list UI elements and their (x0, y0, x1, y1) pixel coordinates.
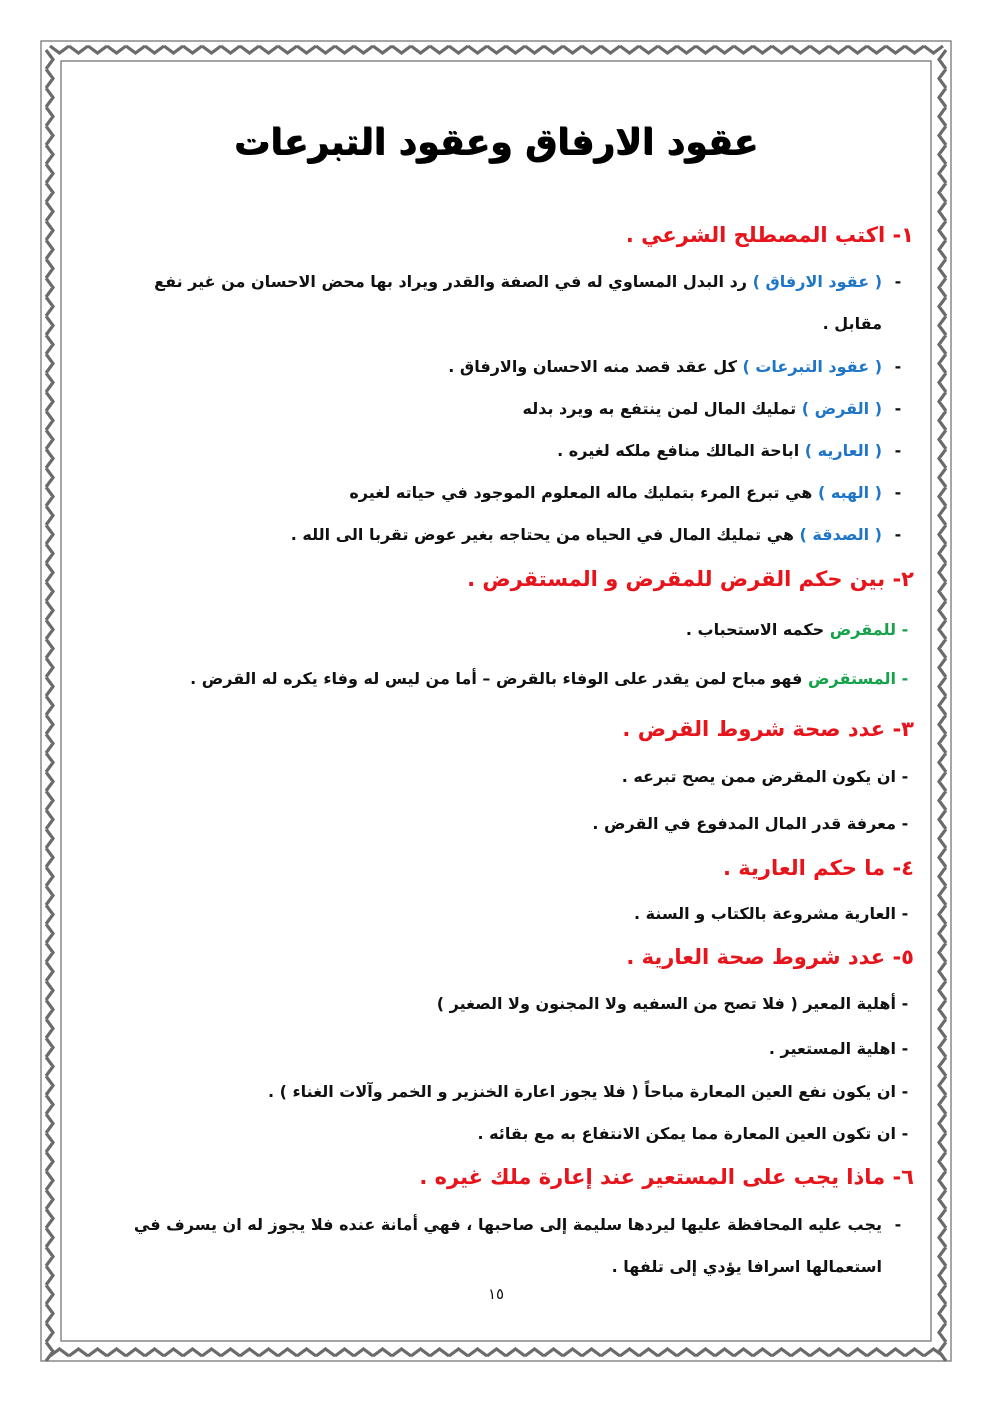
list-item: -ان يكون نفع العين المعارة مباحاً ( فلا يجوز اعارة الخنزير و الخمر وآلات الغناء ) . (267, 1082, 909, 1101)
section4-heading: ٤- ما حكم العارية . (723, 856, 914, 880)
list-item-continuation: مقابل . (822, 314, 882, 333)
term: ( الهبه ) (817, 483, 882, 502)
section2-heading: ٢- بين حكم القرض للمقرض و المستقرض . (467, 567, 914, 591)
page-title: عقود الارفاق وعقود التبرعات (233, 122, 759, 163)
item-text: أهلية المعير ( فلا تصح من السفيه ولا المجنون ولا الصغير ) (436, 994, 896, 1013)
item-text: العارية مشروعة بالكتاب و السنة . (634, 904, 896, 923)
list-item: -أهلية المعير ( فلا تصح من السفيه ولا المجنون ولا الصغير ) (436, 994, 909, 1013)
list-item: -يجب عليه المحافظة عليها ليردها سليمة إلى صاحبها ، فهي أمانة عنده فلا يجوز له ان يسرف في (133, 1215, 902, 1234)
term: المستقرض (807, 669, 896, 688)
list-item: -معرفة قدر المال المدفوع في القرض . (592, 814, 909, 833)
definition: تمليك المال لمن ينتفع به ويرد بدله (522, 399, 797, 418)
item-text: يجب عليه المحافظة عليها ليردها سليمة إلى صاحبها ، فهي أمانة عنده فلا يجوز له ان يسرف في (133, 1215, 882, 1234)
item-text: ان يكون المقرض ممن يصح تبرعه . (621, 767, 896, 786)
section3-heading: ٣- عدد صحة شروط القرض . (622, 717, 914, 741)
definition: اباحة المالك منافع ملكه لغيره . (557, 441, 800, 460)
section5-heading: ٥- عدد شروط صحة العارية . (626, 945, 914, 969)
definition: هي تمليك المال في الحياه من يحتاجه بغير عوض تقربا الى الله . (290, 525, 794, 544)
item-text: اهلية المستعير . (768, 1039, 896, 1058)
list-item: -العارية مشروعة بالكتاب و السنة . (634, 904, 909, 923)
list-item: -اهلية المستعير . (768, 1039, 909, 1058)
term: ( عقود الارفاق ) (752, 272, 882, 291)
definition: فهو مباح لمن يقدر على الوفاء بالقرض – أما من ليس له وفاء يكره له القرض . (190, 669, 803, 688)
list-item: -( عقود الارفاق ) رد البدل المساوي له في الصفة والقدر ويراد بها محض الاحسان من غير نفع (154, 272, 902, 291)
list-item: -( الصدقة ) هي تمليك المال في الحياه من يحتاجه بغير عوض تقربا الى الله . (290, 525, 902, 544)
definition: كل عقد قصد منه الاحسان والارفاق . (448, 357, 737, 376)
list-item: -( القرض ) تمليك المال لمن ينتفع به ويرد بدله (522, 399, 902, 418)
list-item: -المستقرض فهو مباح لمن يقدر على الوفاء بالقرض – أما من ليس له وفاء يكره له القرض . (190, 669, 909, 688)
term: ( عقود التبرعات ) (742, 357, 882, 376)
item-text: معرفة قدر المال المدفوع في القرض . (592, 814, 896, 833)
item-text: ان تكون العين المعارة مما يمكن الانتفاع به مع بقائه . (477, 1124, 896, 1143)
term: للمقرض (829, 620, 896, 639)
list-item-continuation: استعمالها اسرافا يؤدي إلى تلفها . (611, 1257, 882, 1276)
list-item: -للمقرض حكمه الاستحباب . (685, 620, 909, 639)
page-number: ١٥ (487, 1285, 505, 1303)
list-item: -( عقود التبرعات ) كل عقد قصد منه الاحسان والارفاق . (448, 357, 902, 376)
definition: هي تبرع المرء بتمليك ماله المعلوم الموجود في حياته لغيره (349, 483, 813, 502)
section6-heading: ٦- ماذا يجب على المستعير عند إعارة ملك غيره . (419, 1165, 914, 1189)
list-item: -( الهبه ) هي تبرع المرء بتمليك ماله المعلوم الموجود في حياته لغيره (349, 483, 902, 502)
list-item: -ان تكون العين المعارة مما يمكن الانتفاع به مع بقائه . (477, 1124, 909, 1143)
term: ( القرض ) (801, 399, 882, 418)
term: ( الصدقة ) (799, 525, 882, 544)
list-item: -ان يكون المقرض ممن يصح تبرعه . (621, 767, 909, 786)
section1-heading: ١- اكتب المصطلح الشرعي . (625, 223, 914, 247)
definition: رد البدل المساوي له في الصفة والقدر ويراد بها محض الاحسان من غير نفع (154, 272, 747, 291)
definition: حكمه الاستحباب . (685, 620, 825, 639)
document-page (78, 60, 914, 1340)
term: ( العاريه ) (804, 441, 882, 460)
list-item: -( العاريه ) اباحة المالك منافع ملكه لغيره . (557, 441, 902, 460)
item-text: ان يكون نفع العين المعارة مباحاً ( فلا يجوز اعارة الخنزير و الخمر وآلات الغناء ) . (267, 1082, 896, 1101)
